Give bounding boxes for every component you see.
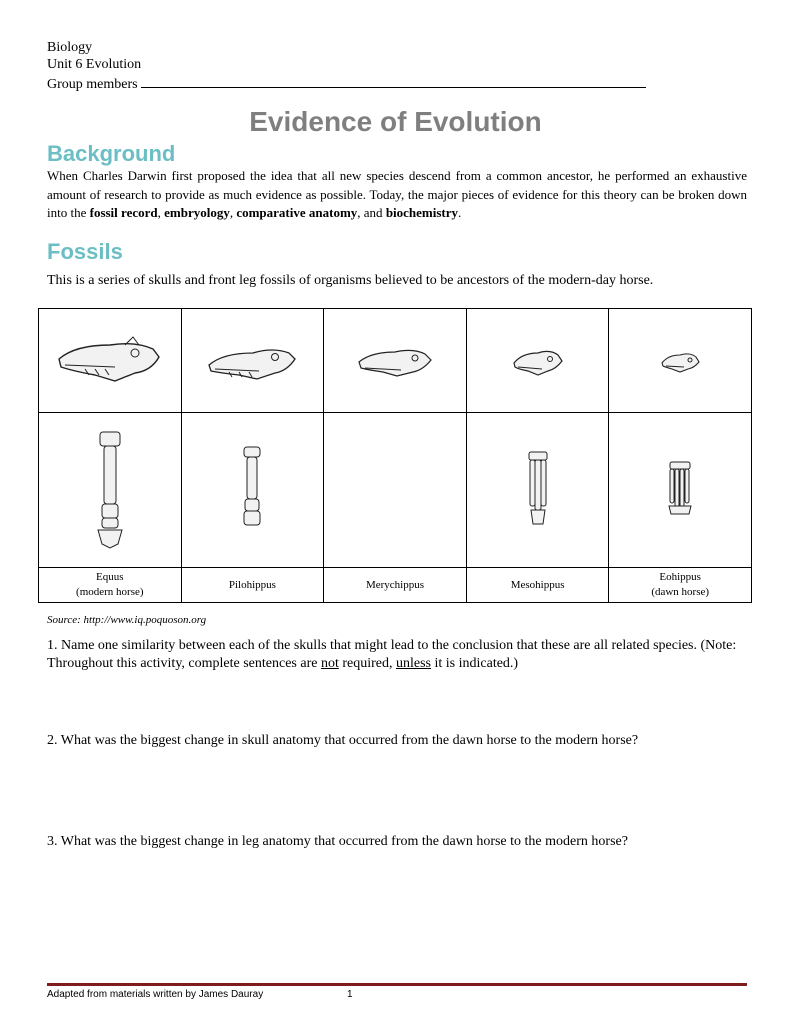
mesohippus-name-cell	[466, 568, 609, 603]
species-name: Equus	[96, 571, 124, 583]
name-row	[39, 568, 752, 603]
separator: ,	[229, 205, 237, 220]
species-name: Merychippus	[365, 578, 424, 591]
underlined-not: not	[320, 656, 339, 671]
pilohippus-leg-icon	[237, 445, 267, 535]
page-title: Evidence of Evolution	[249, 106, 542, 137]
species-name: Pilohippus	[228, 578, 276, 591]
question-1-text: required,	[338, 656, 396, 671]
term-comparative-anatomy: comparative anatomy	[236, 205, 358, 220]
group-members-line	[47, 73, 646, 93]
fossils-intro: This is a series of skulls and front leg fossils of organisms believed to be ancestors of the modern-day horse.	[47, 273, 654, 288]
underlined-unless: unless	[396, 656, 431, 671]
species-note: (dawn horse)	[651, 586, 710, 598]
leg-row	[39, 413, 752, 568]
eohippus-leg-cell	[609, 413, 752, 568]
unit-label: Unit 6 Evolution	[47, 57, 142, 72]
question-1-text: 1. Name one similarity between each of the skulls that might lead to the conclusion that these are all related species. (Note: Throughout this activity, complete sentences are	[47, 638, 737, 671]
background-heading: Background	[47, 141, 176, 166]
background-text: When Charles Darwin first proposed the idea that all new species descend from a common ancestor, he performed an exhaustive amount of research to provide as much evidence as possible. Today, the major pieces of evidence for this theory can be broken down into the	[47, 168, 747, 220]
fossils-heading: Fossils	[47, 239, 123, 264]
period: .	[458, 205, 462, 220]
question-1-text: it is indicated.)	[431, 656, 519, 671]
merychippus-skull-icon	[355, 338, 435, 383]
footer-rule	[47, 983, 747, 986]
question-1	[47, 637, 747, 673]
pilohippus-skull-icon	[205, 333, 300, 388]
background-paragraph	[47, 167, 747, 223]
question-3: 3. What was the biggest change in leg anatomy that occurred from the dawn horse to the modern horse?	[47, 834, 628, 849]
question-2: 2. What was the biggest change in skull anatomy that occurred from the dawn horse to the modern horse?	[47, 733, 639, 748]
separator: ,	[157, 205, 165, 220]
equus-skull-cell	[39, 309, 182, 413]
eohippus-skull-icon	[658, 343, 703, 378]
eohippus-leg-icon	[665, 460, 695, 520]
skull-row	[39, 309, 752, 413]
merychippus-name-cell	[324, 568, 467, 603]
eohippus-skull-cell	[609, 309, 752, 413]
fossil-table	[38, 308, 752, 603]
species-name: Eohippus	[659, 571, 701, 583]
equus-skull-icon	[55, 331, 165, 391]
group-members-label: Group members	[47, 77, 138, 92]
merychippus-skull-cell	[324, 309, 467, 413]
equus-name-cell	[39, 568, 182, 603]
pilohippus-skull-cell	[181, 309, 324, 413]
species-note: (modern horse)	[76, 586, 144, 598]
mesohippus-skull-cell	[466, 309, 609, 413]
term-fossil-record: fossil record	[89, 205, 158, 220]
page-number: 1	[347, 989, 353, 1000]
term-embryology: embryology	[164, 205, 230, 220]
group-members-blank[interactable]	[141, 73, 646, 88]
equus-leg-cell	[39, 413, 182, 568]
subject-label: Biology	[47, 40, 93, 55]
source-citation: Source: http://www.iq.poquoson.org	[47, 614, 207, 626]
separator: , and	[357, 205, 386, 220]
eohippus-name-cell	[609, 568, 752, 603]
footer-credit: Adapted from materials written by James Dauray	[47, 989, 264, 1000]
mesohippus-leg-cell	[466, 413, 609, 568]
merychippus-leg-cell	[324, 413, 467, 568]
mesohippus-leg-icon	[523, 450, 553, 530]
pilohippus-leg-cell	[181, 413, 324, 568]
term-biochemistry: biochemistry	[385, 205, 459, 220]
species-name: Mesohippus	[510, 578, 565, 591]
equus-leg-icon	[90, 428, 130, 553]
mesohippus-skull-icon	[510, 341, 565, 381]
pilohippus-name-cell	[181, 568, 324, 603]
